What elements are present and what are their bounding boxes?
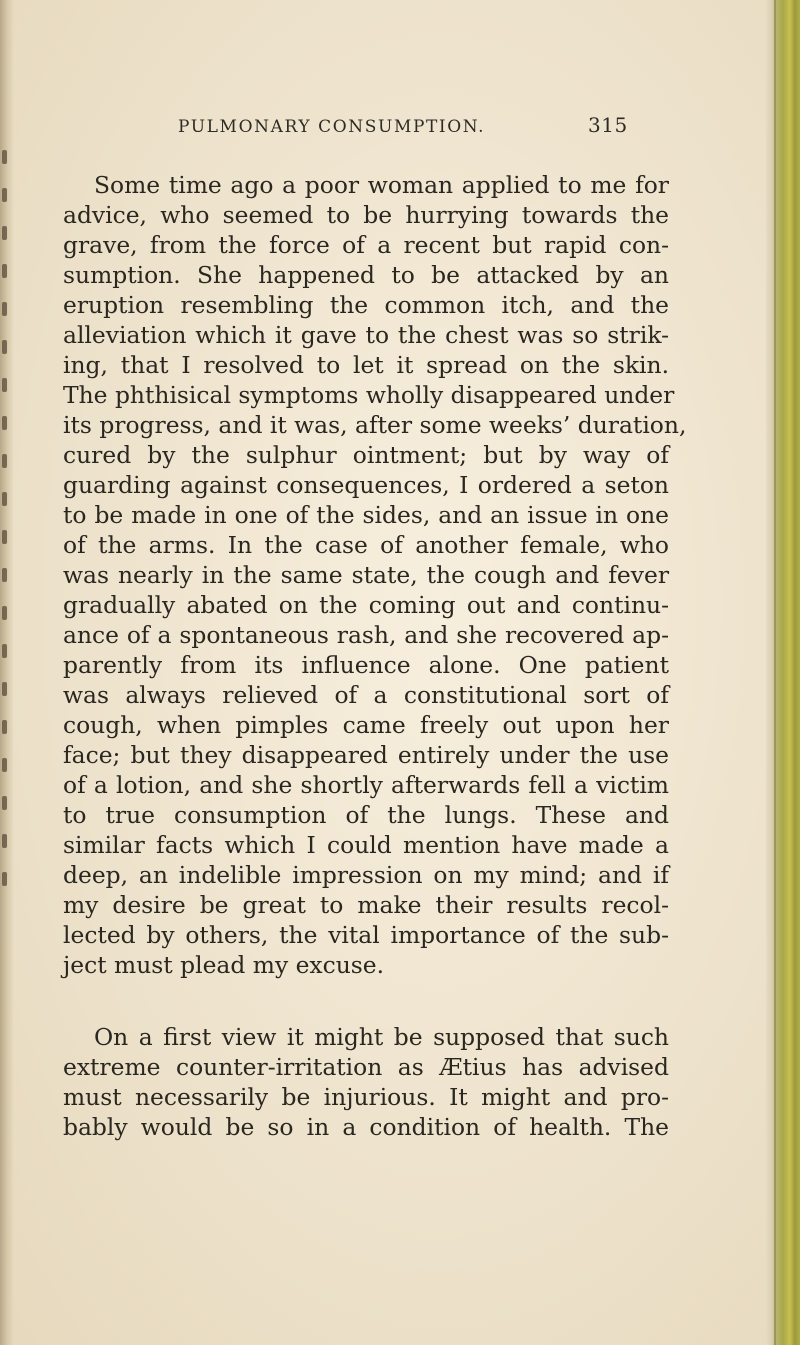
text-line: guarding against consequences, I ordered a seton bbox=[63, 471, 669, 499]
text-line: must necessarily be injurious. It might and pro- bbox=[63, 1083, 669, 1111]
text-line: Some time ago a poor woman applied to me for bbox=[94, 171, 669, 199]
text-line: of the arms. In the case of another female, who bbox=[63, 531, 669, 559]
text-line: to be made in one of the sides, and an issue in one bbox=[63, 501, 669, 529]
text-line: to true consumption of the lungs. These and bbox=[63, 801, 669, 829]
running-title: PULMONARY CONSUMPTION. bbox=[178, 117, 486, 137]
text-line: face; but they disappeared entirely under the use bbox=[63, 741, 669, 769]
text-line: The phthisical symptoms wholly disappeared under bbox=[63, 381, 675, 409]
text-line: cured by the sulphur ointment; but by way of bbox=[63, 441, 669, 469]
text-line: ing, that I resolved to let it spread on the skin. bbox=[63, 351, 669, 379]
text-line: extreme counter-irritation as Ætius has advised bbox=[63, 1053, 669, 1081]
page-number: 315 bbox=[588, 113, 628, 137]
text-line: cough, when pimples came freely out upon her bbox=[63, 711, 669, 739]
text-line: of a lotion, and she shortly afterwards fell a victim bbox=[63, 771, 669, 799]
text-line: its progress, and it was, after some weeks’ duration, bbox=[63, 411, 687, 439]
text-line: sumption. She happened to be attacked by an bbox=[63, 261, 669, 289]
text-line: bably would be so in a condition of health. The bbox=[63, 1113, 669, 1141]
text-line: On a first view it might be supposed that such bbox=[94, 1023, 669, 1051]
text-line: was nearly in the same state, the cough and fever bbox=[63, 561, 669, 589]
text-line: deep, an indelible impression on my mind; and if bbox=[63, 861, 669, 889]
text-line: eruption resembling the common itch, and the bbox=[63, 291, 669, 319]
text-line: my desire be great to make their results recol- bbox=[63, 891, 669, 919]
text-line: ject must plead my excuse. bbox=[63, 951, 385, 979]
text-line: advice, who seemed to be hurrying towards the bbox=[63, 201, 669, 229]
text-line: parently from its influence alone. One patient bbox=[63, 651, 669, 679]
text-line: grave, from the force of a recent but rapid con- bbox=[63, 231, 669, 259]
text-line: gradually abated on the coming out and continu- bbox=[63, 591, 669, 619]
text-line: was always relieved of a constitutional sort of bbox=[63, 681, 669, 709]
text-line: similar facts which I could mention have made a bbox=[63, 831, 669, 859]
text-line: lected by others, the vital importance of the sub- bbox=[63, 921, 669, 949]
text-line: alleviation which it gave to the chest was so strik- bbox=[63, 321, 669, 349]
text-line: ance of a spontaneous rash, and she recovered ap- bbox=[63, 621, 669, 649]
